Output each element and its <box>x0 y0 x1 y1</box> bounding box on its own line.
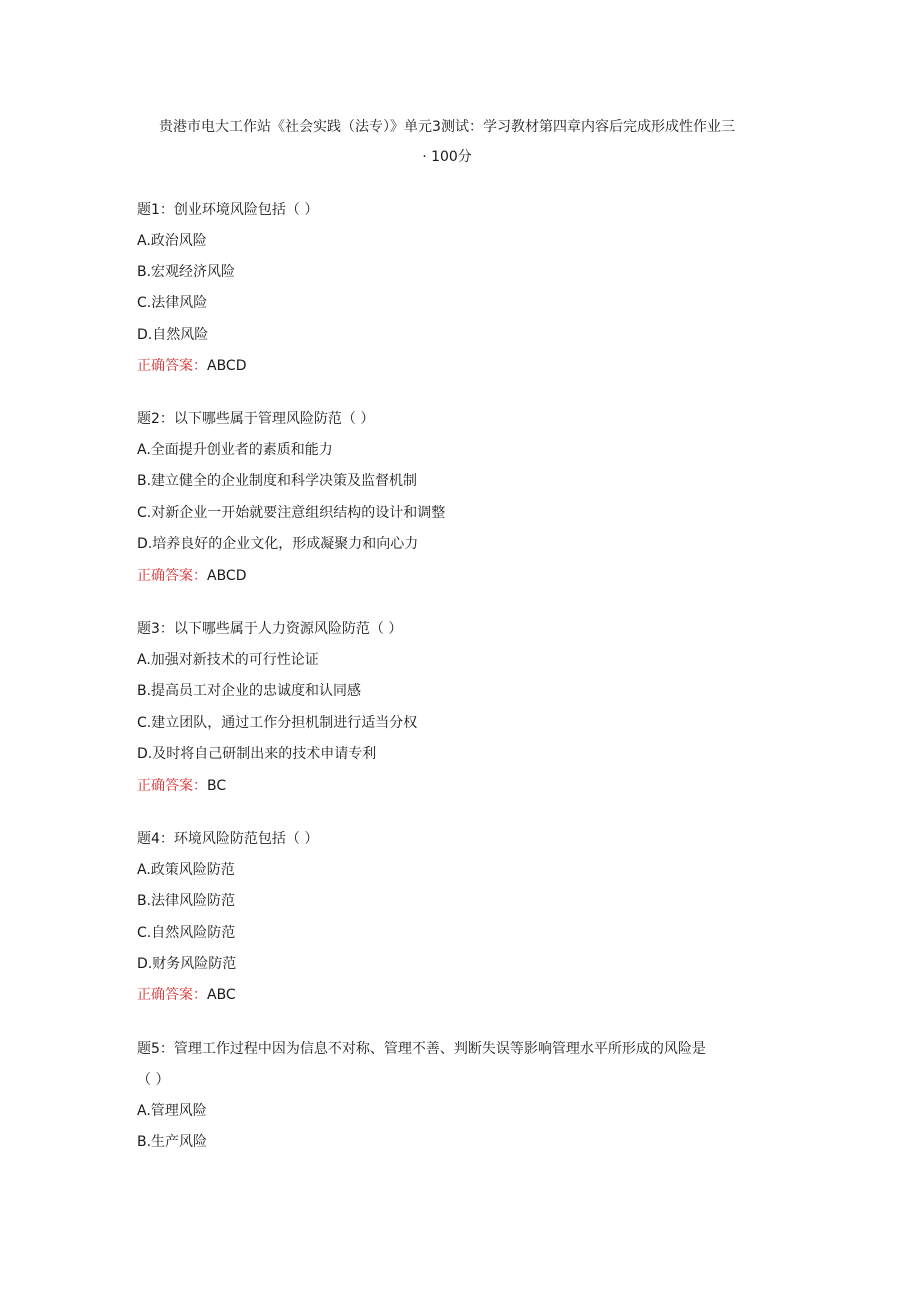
question-2-option-c: C.对新企业一开始就要注意组织结构的设计和调整 <box>137 505 446 521</box>
question-1-prompt: 题1：创业环境风险包括（ ） <box>137 202 319 218</box>
question-5-prompt-line-1: 题5：管理工作过程中因为信息不对称、管理不善、判断失误等影响管理水平所形成的风险是 <box>137 1041 706 1057</box>
question-4-option-c: C.自然风险防范 <box>137 925 236 941</box>
question-1-option-c: C.法律风险 <box>137 295 208 311</box>
question-5-prompt-line-2: （ ） <box>137 1072 170 1088</box>
question-4-option-a: A.政策风险防范 <box>137 862 235 878</box>
question-4-option-b: B.法律风险防范 <box>137 893 236 909</box>
answer-value: ABCD <box>207 358 247 374</box>
question-4-prompt: 题4：环境风险防范包括（ ） <box>137 831 319 847</box>
question-4-option-d: D.财务风险防范 <box>137 956 237 972</box>
answer-value: ABC <box>207 987 236 1003</box>
question-5-option-a: A.管理风险 <box>137 1103 207 1119</box>
question-2-option-d: D.培养良好的企业文化，形成凝聚力和向心力 <box>137 536 419 552</box>
question-3-option-b: B.提高员工对企业的忠诚度和认同感 <box>137 683 362 699</box>
question-1-answer <box>137 356 247 376</box>
answer-label: 正确答案： <box>137 358 207 374</box>
question-5-option-b: B.生产风险 <box>137 1134 208 1150</box>
question-2-answer <box>137 566 247 586</box>
question-3-answer <box>137 776 226 796</box>
question-3-option-d: D.及时将自己研制出来的技术申请专利 <box>137 746 377 762</box>
question-3-prompt: 题3：以下哪些属于人力资源风险防范（ ） <box>137 621 403 637</box>
question-1-option-b: B.宏观经济风险 <box>137 264 236 280</box>
question-2-option-a: A.全面提升创业者的素质和能力 <box>137 442 333 458</box>
question-2-option-b: B.建立健全的企业制度和科学决策及监督机制 <box>137 473 418 489</box>
answer-value: ABCD <box>207 568 247 584</box>
document-title <box>120 112 774 172</box>
title-line-2: · 100分 <box>422 149 472 165</box>
answer-label: 正确答案： <box>137 987 207 1003</box>
title-line-1: 贵港市电大工作站《社会实践（法专）》单元3测试：学习教材第四章内容后完成形成性作业三 <box>159 119 735 135</box>
question-2-prompt: 题2：以下哪些属于管理风险防范（ ） <box>137 411 375 427</box>
question-3-option-a: A.加强对新技术的可行性论证 <box>137 652 319 668</box>
answer-value: BC <box>207 778 227 794</box>
question-3-option-c: C.建立团队，通过工作分担机制进行适当分权 <box>137 715 418 731</box>
answer-label: 正确答案： <box>137 568 207 584</box>
question-1-option-a: A.政治风险 <box>137 233 207 249</box>
question-4-answer <box>137 985 236 1005</box>
answer-label: 正确答案： <box>137 778 207 794</box>
question-1-option-d: D.自然风险 <box>137 327 209 343</box>
